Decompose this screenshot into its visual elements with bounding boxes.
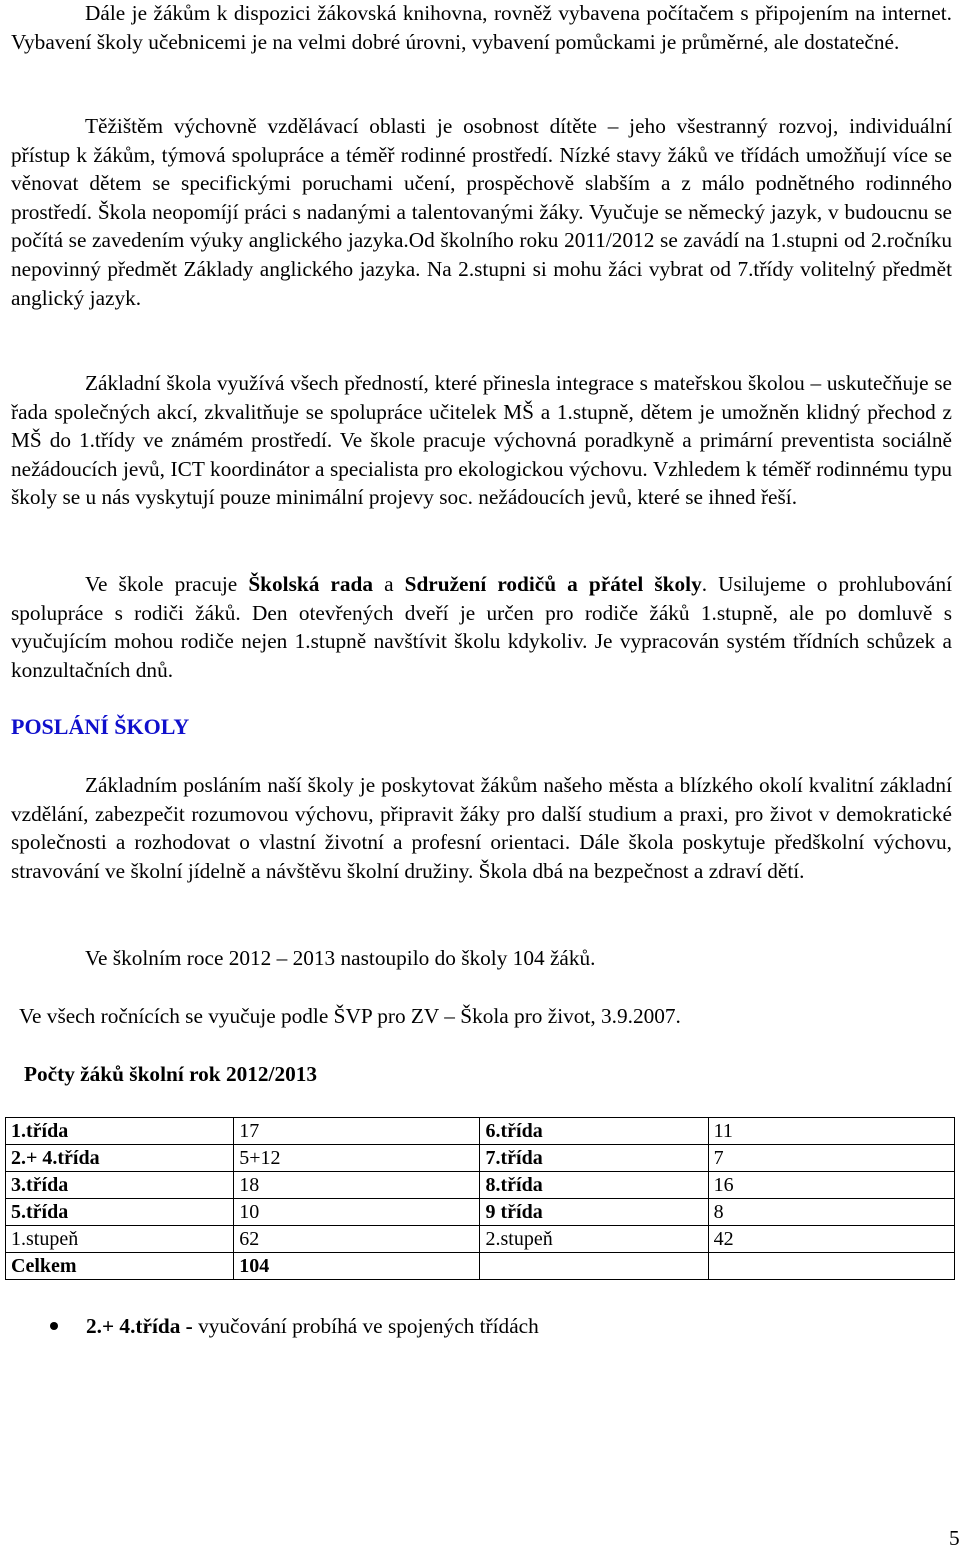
table-cell: 42 <box>708 1226 954 1253</box>
table-row <box>6 1253 955 1280</box>
note-text: vyučování probíhá ve spojených třídách <box>198 1314 539 1338</box>
table-cell: 2.stupeň <box>480 1226 708 1253</box>
p4-school-board: Školská rada <box>248 572 374 596</box>
p4-rest: . Usilujeme o prohlubování spolupráce s rodiči žáků. Den otevřených dveří je určen pro rodiče žáků 1.stupně, ale po domluvě s vyučujícím mohou rodiče nejen 1.stupně navštívit školu kdykoliv. Je vypracován systém třídních schůzek a konzultačních dnů. <box>11 572 953 682</box>
bullet-icon <box>50 1322 58 1330</box>
table-row <box>6 1226 955 1253</box>
p4-parents-association: Sdružení rodičů a přátel školy <box>404 572 702 596</box>
enrollment-line: Ve školním roce 2012 – 2013 nastoupilo do školy 104 žáků. <box>85 946 596 970</box>
paragraph-library: Dále je žákům k dispozici žákovská knihovna, rovněž vybavena počítačem s připojením na internet. Vybavení školy učebnicemi je na velmi dobré úrovni, vybavení pomůckami je průměrné, ale dostatečné. <box>11 1 952 54</box>
table-cell: 1.třída <box>6 1118 234 1145</box>
table-cell: 16 <box>708 1172 954 1199</box>
table-cell: 17 <box>234 1118 480 1145</box>
table-cell: 104 <box>234 1253 480 1280</box>
table-cell: 5.třída <box>6 1199 234 1226</box>
table-cell: 1.stupeň <box>6 1226 234 1253</box>
combined-class-note <box>50 1312 539 1340</box>
paragraph-education-focus: Těžištěm výchovně vzdělávací oblasti je osobnost dítěte – jeho všestranný rozvoj, individuální přístup k žákům, týmová spolupráce a téměř rodinné prostředí. Nízké stavy žáků ve třídách umožňují více se věnovat dětem se specifickými poruchami učení, prospěchově slabším a z málo podnětného rodinného prostředí. Škola neopomíjí práci s nadanými a talentovanými žáky. Vyučuje se německý jazyk, v budoucnu se počítá se zavedením výuky anglického jazyka.Od školního roku 2011/2012 se zavádí na 1.stupni od 2.ročníku nepovinný předmět Základy anglického jazyka. Na 2.stupni si mohu žáci vybrat od 7.třídy volitelný předmět anglický jazyk. <box>11 114 952 310</box>
table-cell: 7 <box>708 1145 954 1172</box>
table-cell: 9 třída <box>480 1199 708 1226</box>
table-cell: 18 <box>234 1172 480 1199</box>
curriculum-line: Ve všech ročnících se vyučuje podle ŠVP pro ZV – Škola pro život, 3.9.2007. <box>19 1004 681 1028</box>
table-cell: 10 <box>234 1199 480 1226</box>
table-row <box>6 1145 955 1172</box>
table-cell: 3.třída <box>6 1172 234 1199</box>
table-row <box>6 1172 955 1199</box>
paragraph-integration: Základní škola využívá všech předností, které přinesla integrace s mateřskou školou – uskutečňuje se řada společných akcí, zkvalitňuje se spolupráce učitelek MŠ a 1.stupně, dětem je umožněn klidný přechod z MŠ do 1.třídy ve známém prostředí. Ve škole pracuje výchovná poradkyně a primární preventista sociálně nežádoucích jevů, ICT koordinátor a specialista pro ekologickou výchovu. Vzhledem k téměř rodinnému typu školy se u nás vyskytují pouze minimální projevy soc. nežádoucích jevů, které se ihned řeší. <box>11 371 952 510</box>
table-cell: 62 <box>234 1226 480 1253</box>
table-cell <box>480 1253 708 1280</box>
table-cell: Celkem <box>6 1253 234 1280</box>
p4-intro: Ve škole pracuje <box>85 572 249 596</box>
table-cell <box>708 1253 954 1280</box>
paragraph-school-council <box>11 570 952 684</box>
page-number: 5 <box>949 1526 960 1550</box>
table-cell: 5+12 <box>234 1145 480 1172</box>
p4-mid: a <box>373 572 405 596</box>
table-row <box>6 1118 955 1145</box>
student-counts-title: Počty žáků školní rok 2012/2013 <box>24 1062 318 1086</box>
table-cell: 6.třída <box>480 1118 708 1145</box>
paragraph-mission: Základním posláním naší školy je poskytovat žákům našeho města a blízkého okolí kvalitní základní vzdělání, zabezpečit rozumovou výchovu, připravit žáky pro další studium a praxi, pro život v demokratické společnosti a rozhodovat o vlastní životní a profesní orientaci. Dále škola poskytuje předškolní výchovu, stravování ve školní jídelně a návštěvu školní družiny. Škola dbá na bezpečnost a zdraví dětí. <box>11 773 952 883</box>
student-counts-table <box>5 1117 955 1280</box>
section-heading-mission: POSLÁNÍ ŠKOLY <box>11 714 190 739</box>
table-row <box>6 1199 955 1226</box>
table-cell: 8 <box>708 1199 954 1226</box>
table-cell: 2.+ 4.třída <box>6 1145 234 1172</box>
table-cell: 7.třída <box>480 1145 708 1172</box>
table-cell: 8.třída <box>480 1172 708 1199</box>
note-label: 2.+ 4.třída - <box>86 1314 199 1338</box>
table-cell: 11 <box>708 1118 954 1145</box>
